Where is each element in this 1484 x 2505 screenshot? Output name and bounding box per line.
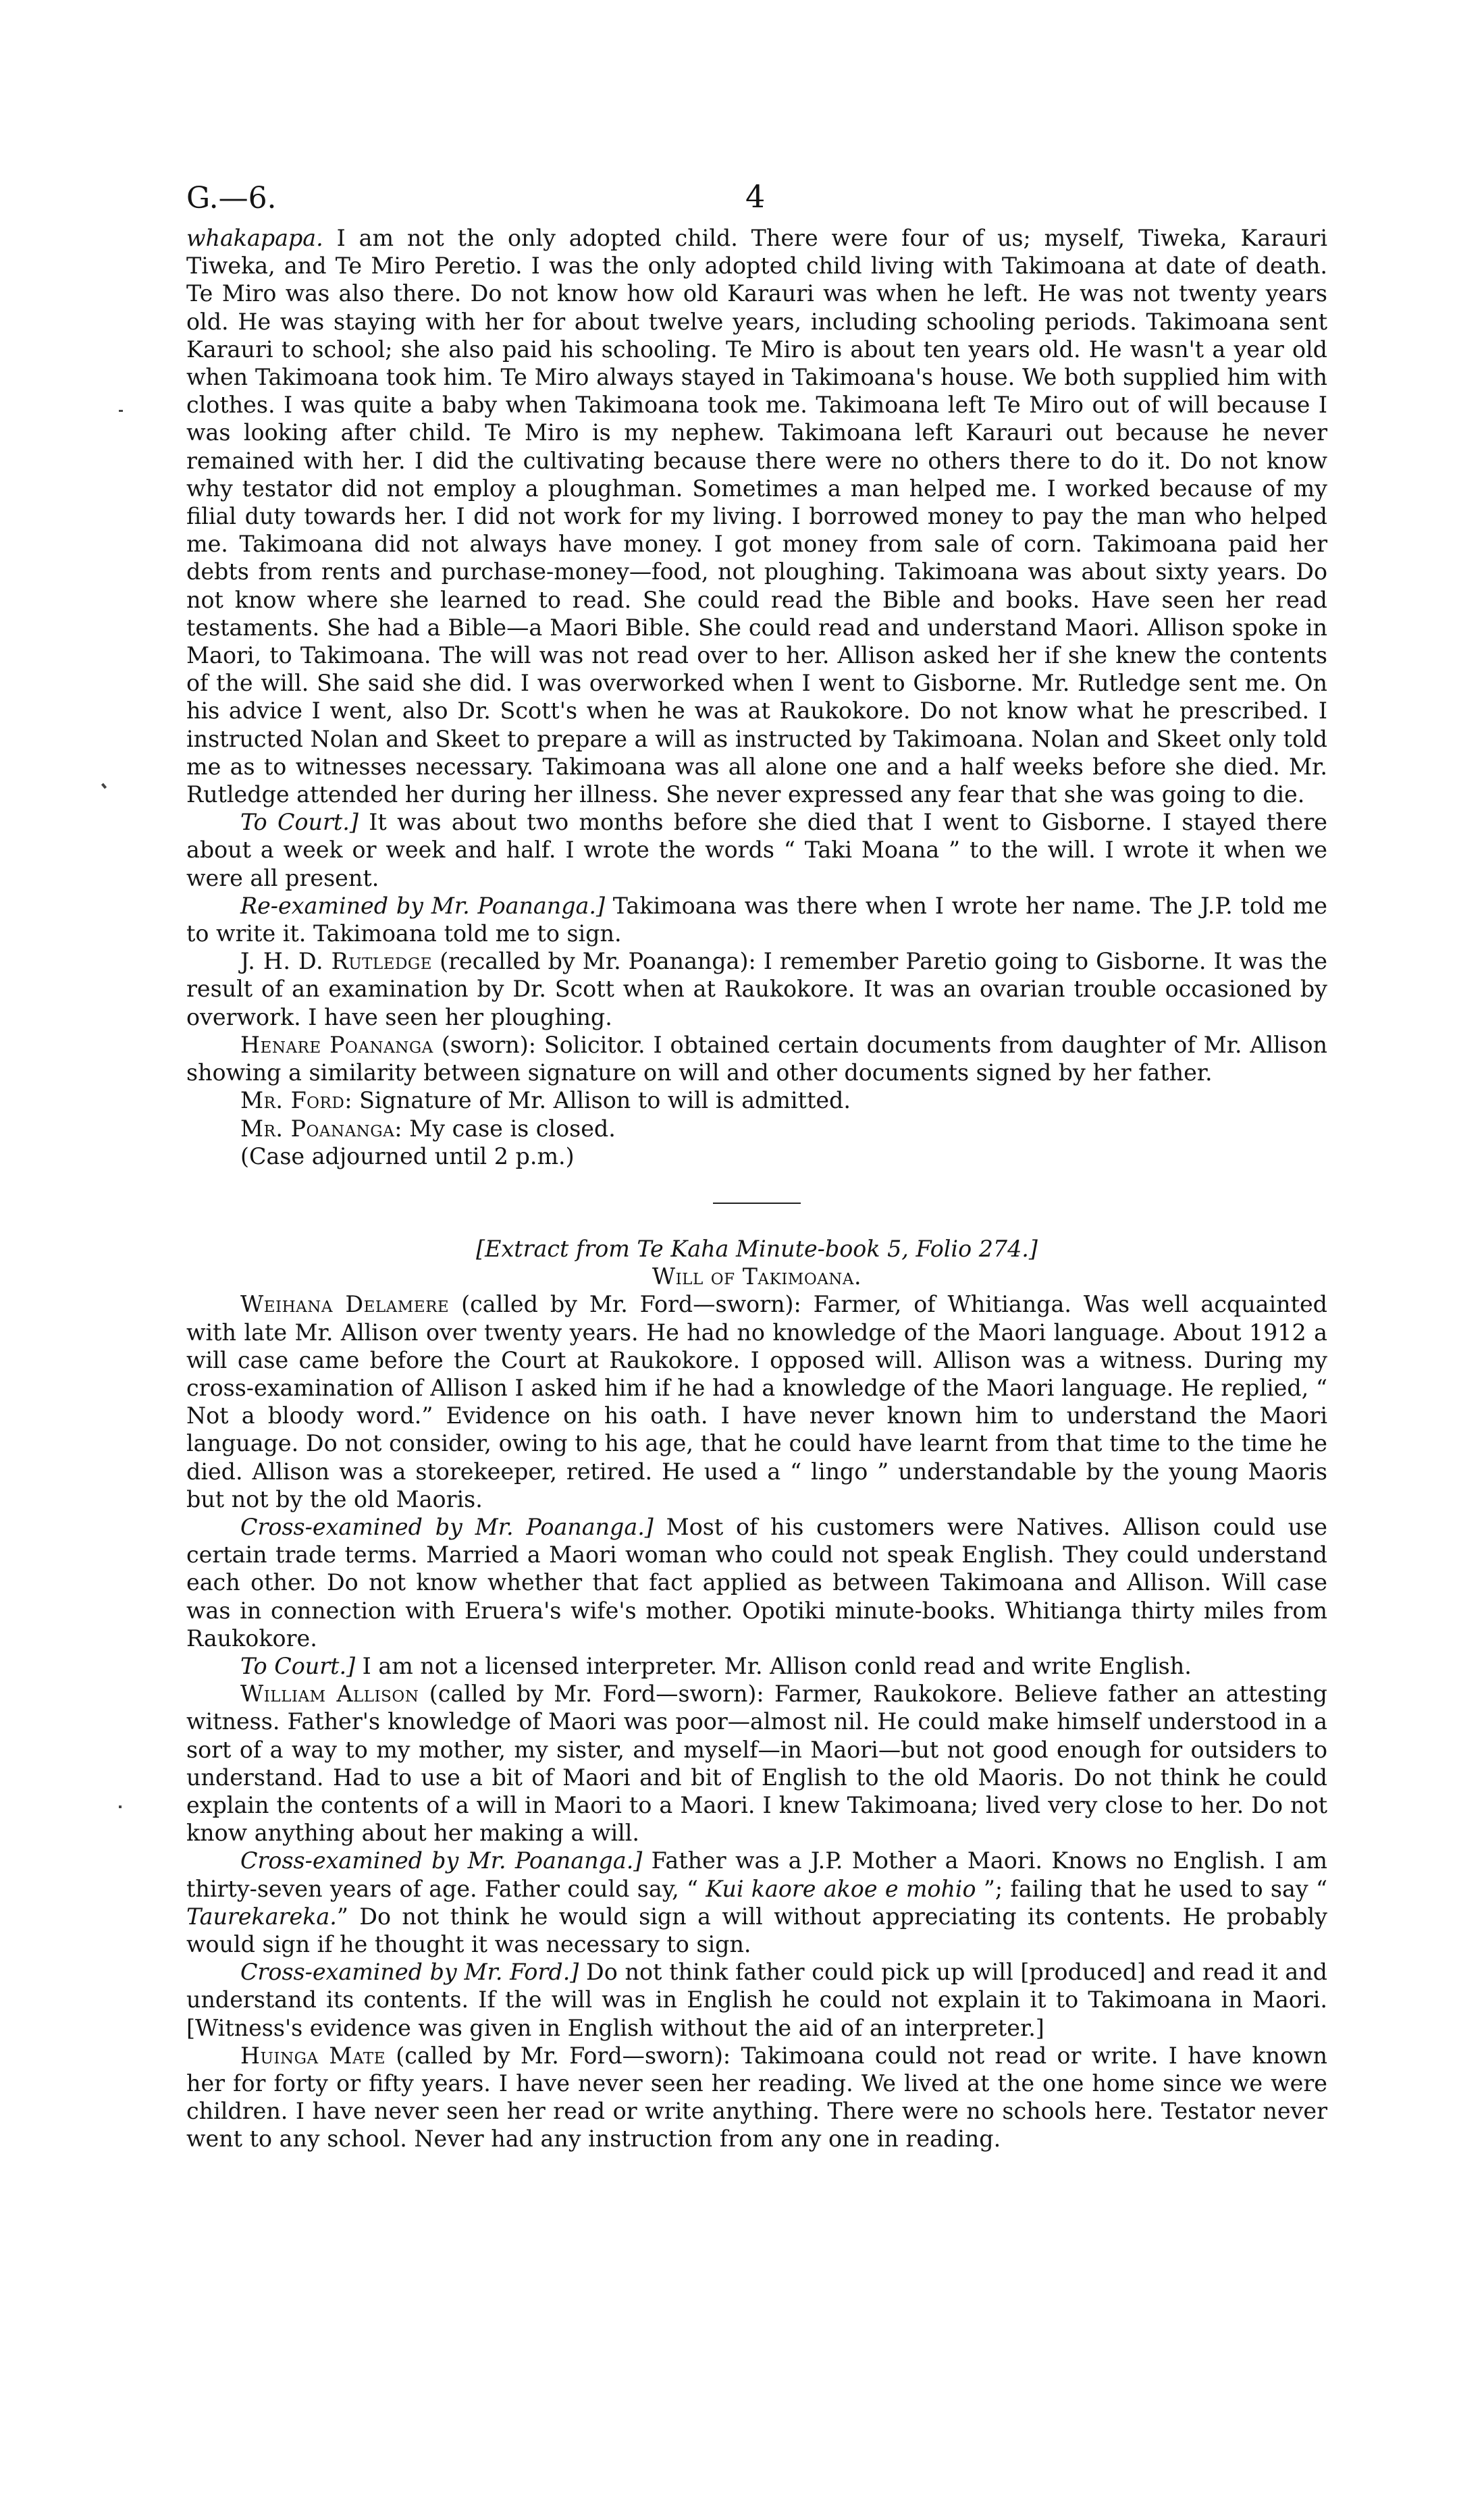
speaker-name: Mr. Poananga [240,1115,395,1142]
paragraph-lead: To Court.] [240,809,359,836]
testimony-paragraph: J. H. D. Rutledge (recalled by Mr. Poananga): I remember Paretio going to Gisborne. It was the result of an examination by Dr. Scott when at Raukokore. It was an ovarian trouble occasioned by overwork. I have seen her ploughing. [186,948,1327,1030]
witness-name: William Allison [240,1681,419,1708]
document-body [186,224,1327,2153]
page-number: 4 [745,178,766,215]
witness-name: J. H. D. Rutledge [240,948,433,975]
testimony-paragraph: Cross-examined by Mr. Poananga.] Most of his customers were Natives. Allison could use certain trade terms. Married a Maori woman who could not speak English. They could understand each other. Do not know whether that fact applied as between Takimoana and Allison. Will case was in connection with Eruera's wife's mother. Opotiki minute-books. Whitianga thirty miles from Raukokore. [186,1513,1328,1652]
paragraph-lead: Cross-examined by Mr. Poananga.] [240,1513,654,1540]
witness-name: Huinga Mate [240,2042,386,2069]
section-title: Will of Takimoana. [652,1263,862,1290]
testimony-paragraph: Re-examined by Mr. Poananga.] Takimoana was there when I wrote her name. The J.P. told me to write it. Takimoana told me to sign. [186,892,1328,947]
paragraph-lead: To Court.] [240,1652,356,1679]
margin-mark [119,410,123,412]
testimony-paragraph: Cross-examined by Mr. Poananga.] Father was a J.P. Mother a Maori. Knows no English. I am thirty-seven years of age. Father could say, “ Kui kaore akoe e mohio ”; failing that he used to say “ Taurekareka.” Do not think he would sign a will without appreciating its contents. He probably would sign if he thought it was necessary to sign. [186,1847,1327,1957]
testimony-paragraph: To Court.] It was about two months before she died that I went to Gisborne. I stayed there about a week or week and half. I wrote the words “ Taki Moana ” to the will. I wrote it when we were all present. [186,809,1327,891]
speaker-name: Mr. Ford [240,1087,345,1114]
testimony-paragraph: Weihana Delamere (called by Mr. Ford—sworn): Farmer, of Whitianga. Was well acquainted with late Mr. Allison over twenty years. He had no knowledge of the Maori language. About 1912 a will case came before the Court at Raukokore. I opposed will. Allison was a witness. During my cross-examination of Allison I asked him if he had a knowledge of the Maori language. He replied, “ Not a bloody word.” Evidence on his oath. I have never known him to understand the Maori language. Do not consider, owing to his age, that he could have learnt from that time to the time he died. Allison was a storekeeper, retired. He used a “ lingo ” understandable by the young Maoris but not by the old Maoris. [186,1291,1327,1512]
testimony-paragraph: To Court.] I am not a licensed interpreter. Mr. Allison conld read and write English. [240,1652,1192,1679]
maori-phrase: Kui kaore akoe e mohio [706,1875,976,1902]
testimony-paragraph: William Allison (called by Mr. Ford—sworn): Farmer, Raukokore. Believe father an attesting witness. Father's knowledge of Maori was poor—almost nil. He could make himself understood in a sort of a way to my mother, my sister, and myself—in Maori—but not good enough for outsiders to understand. Had to use a bit of Maori and bit of English to the old Maoris. Do not think he could explain the contents of a will in Maori to a Maori. I knew Takimoana; lived very close to her. Do not know anything about her making a will. [186,1681,1327,1847]
paragraph-lead: Re-examined by Mr. Poananga.] [240,892,605,919]
testimony-paragraph: Huinga Mate (called by Mr. Ford—sworn): Takimoana could not read or write. I have known her for forty or fifty years. I have never seen her reading. We lived at the one home since we were children. I have never seen her read or write anything. There were no schools here. Testator never went to any school. Never had any instruction from any one in reading. [186,2042,1327,2153]
paragraph-lead: Cross-examined by Mr. Poananga.] [240,1847,643,1874]
testimony-paragraph: Mr. Poananga: My case is closed. [240,1115,616,1142]
margin-mark [101,783,107,789]
page-reference: G.—6. [186,181,277,215]
testimony-paragraph: Mr. Ford: Signature of Mr. Allison to will is admitted. [240,1087,851,1114]
witness-name: Henare Poananga [240,1031,433,1058]
testimony-paragraph: Cross-examined by Mr. Ford.] Do not think father could pick up will [produced] and read it and understand its contents. If the will was in English he could not explain it to Takimoana in Maori. [Witness's evidence was given in English without the aid of an interpreter.] [186,1959,1327,2041]
margin-mark [119,1805,122,1808]
testimony-paragraph: Henare Poananga (sworn): Solicitor. I obtained certain documents from daughter of Mr. Allison showing a similarity between signature on will and other documents signed by her father. [186,1031,1327,1086]
first-word: whakapapa. [186,225,323,251]
adjournment-note: (Case adjourned until 2 p.m.) [240,1142,575,1169]
testimony-paragraph: whakapapa. I am not the only adopted child. There were four of us; myself, Tiweka, Karauri Tiweka, and Te Miro Peretio. I was the only adopted child living with Takimoana at date of death. Te Miro was also there. Do not know how old Karauri was when he left. He was not twenty years old. He was staying with her for about twelve years, including schooling periods. Takimoana sent Karauri to school; she also paid his schooling. Te Miro is about ten years old. He wasn't a year old when Takimoana took him. Te Miro always stayed in Takimoana's house. We both supplied him with clothes. I was quite a baby when Takimoana took me. Takimoana left Te Miro out of will because I was looking after child. Te Miro is my nephew. Takimoana left Karauri out because he never remained with her. I did the cultivating because there were no others there to do it. Do not know why testator did not employ a ploughman. Sometimes a man helped me. I worked because of my filial duty towards her. I did not work for my living. I borrowed money to pay the man who helped me. Takimoana did not always have money. I got money from sale of corn. Takimoana paid her debts from rents and purchase-money—food, not ploughing. Takimoana was about sixty years. Do not know where she learned to read. She could read the Bible and books. Have seen her read testaments. She had a Bible—a Maori Bible. She could read and understand Maori. Allison spoke in Maori, to Takimoana. The will was not read over to her. Allison asked her if she knew the contents of the will. She said she did. I was overworked when I went to Gisborne. Mr. Rutledge sent me. On his advice I went, also Dr. Scott's when he was at Raukokore. Do not know what he prescribed. I instructed Nolan and Skeet to prepare a will as instructed by Takimoana. Nolan and Skeet only told me as to witnesses necessary. Takimoana was all alone one and a half weeks before she died. Mr. Rutledge attended her during her illness. She never expressed any fear that she was going to die. [186,225,1327,808]
extract-reference: [Extract from Te Kaha Minute-book 5, Folio 274.] [476,1235,1038,1262]
maori-phrase: Taurekareka. [186,1903,337,1930]
paragraph-lead: Cross-examined by Mr. Ford.] [240,1959,579,1986]
witness-name: Weihana Delamere [240,1291,450,1318]
section-divider [713,1203,801,1204]
